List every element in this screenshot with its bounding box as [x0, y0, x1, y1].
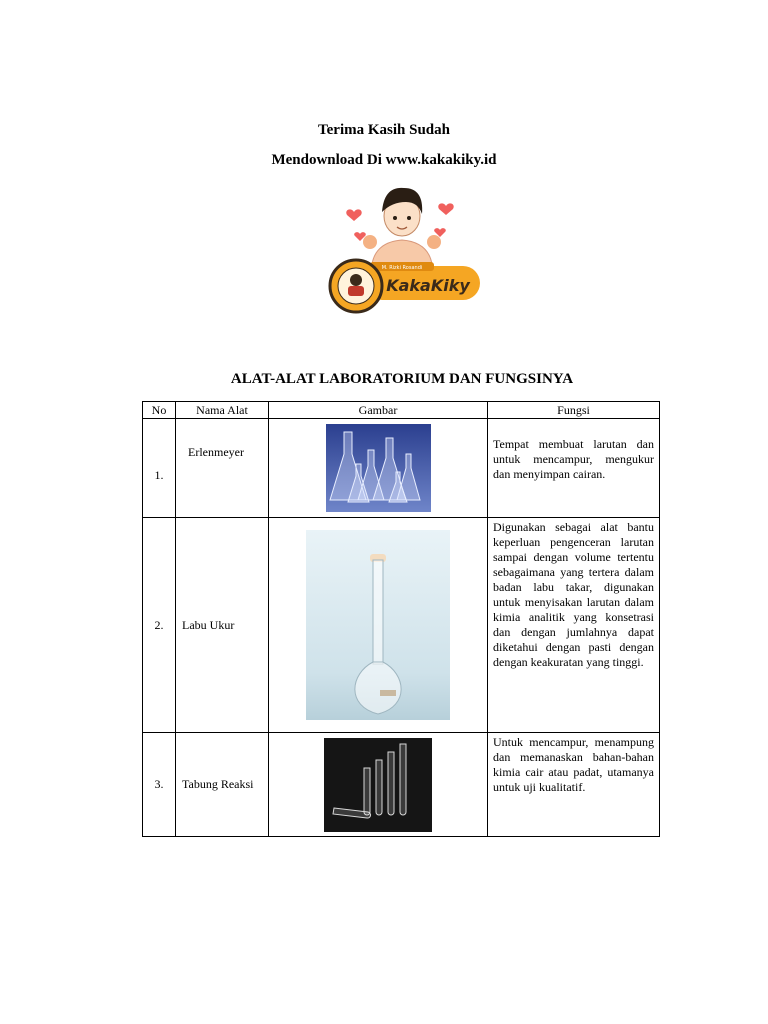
test-tubes-image: [324, 738, 432, 832]
row-number: 1.: [143, 419, 176, 518]
kakakiky-logo: [320, 182, 486, 318]
tool-function: Untuk mencampur, menampung dan memanaskan bahan-bahan kimia cair atau padat, utamanya untuk uji kualitatif.: [488, 733, 660, 837]
column-header-image: Gambar: [269, 402, 488, 419]
column-header-no: No: [143, 402, 176, 419]
tool-name: Labu Ukur: [176, 518, 269, 733]
logo-badge-text: M. Rizki Rosandi: [381, 265, 423, 271]
thanks-line-1: Terima Kasih Sudah: [318, 122, 450, 138]
character-body: [372, 240, 432, 264]
tool-name: Tabung Reaksi: [176, 733, 269, 837]
logo-brand-text: KakaKiky: [386, 276, 470, 295]
table-row: [143, 518, 660, 733]
heart-icon: [438, 203, 453, 215]
tool-name: Erlenmeyer: [176, 419, 269, 518]
table-row: [143, 733, 660, 837]
tool-function: Digunakan sebagai alat bantu keperluan pengenceran larutan sampai dengan volume tertentu sebagaimana yang tertera dalam badan labu takar, digunakan untuk menyisakan larutan dalam kimia analitik yang konsetrasi dan dengan jumlahnya dapat diketahui dengan pasti dengan dengan keakuratan yang tinggi.: [488, 518, 660, 733]
row-number: 2.: [143, 518, 176, 733]
heart-icon: [346, 209, 361, 221]
table-row: [143, 419, 660, 518]
table-header-row: [143, 402, 660, 419]
tool-function: Tempat membuat larutan dan untuk mencampur, mengukur dan menyimpan cairan.: [488, 419, 660, 518]
tool-image-cell: [269, 419, 488, 518]
tool-image-cell: [269, 733, 488, 837]
tool-image-cell: [269, 518, 488, 733]
thanks-line-2: Mendownload Di www.kakakiky.id: [271, 152, 497, 168]
row-number: 3.: [143, 733, 176, 837]
volumetric-flask-image: [306, 530, 450, 720]
column-header-name: Nama Alat: [176, 402, 269, 419]
column-header-function: Fungsi: [488, 402, 660, 419]
erlenmeyer-flasks-image: [326, 424, 431, 512]
lab-tools-table: [142, 401, 660, 837]
document-title: ALAT-ALAT LABORATORIUM DAN FUNGSINYA: [230, 371, 574, 387]
